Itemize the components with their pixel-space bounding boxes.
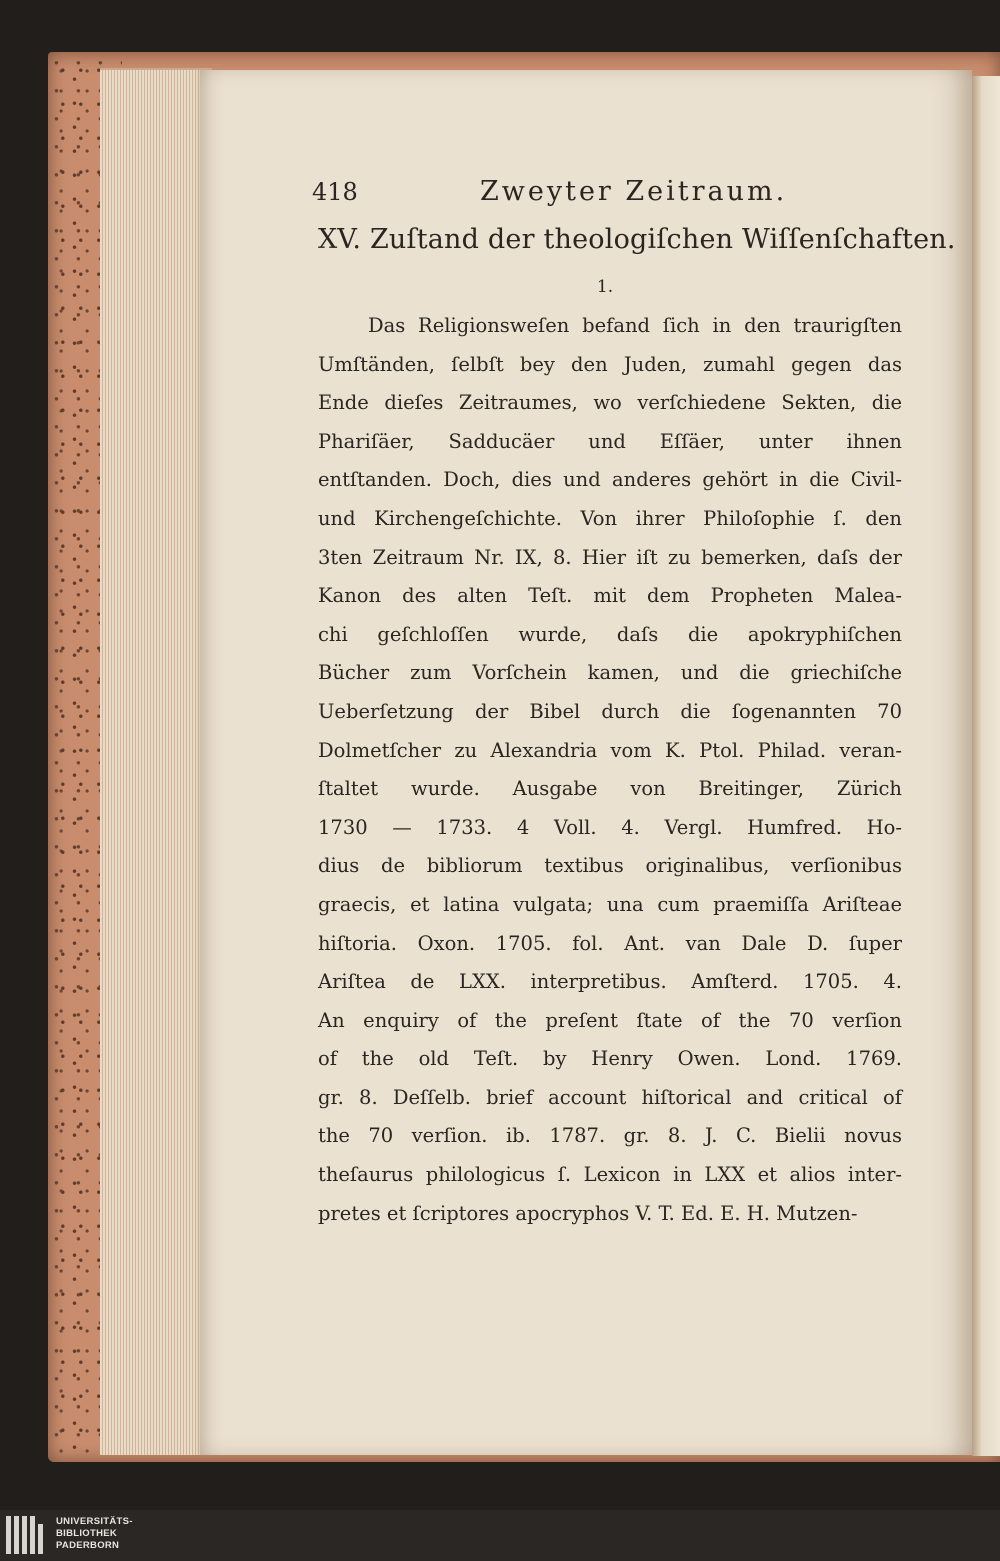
library-footer (0, 1510, 1000, 1561)
section-title: XV. Zuſtand der theologiſchen Wiſſenſchaften. (318, 224, 956, 255)
text-line: Umſtänden, ſelbſt bey den Juden, zumahl gegen das (318, 352, 902, 376)
text-line: Das Religionsweſen befand ſich in den traurigſten (368, 314, 902, 337)
library-name-line2: BIBLIOTHEK (56, 1528, 118, 1539)
text-line: Dolmetſcher zu Alexandria vom K. Ptol. Philad. veran- (318, 738, 902, 762)
text-line: chi geſchloſſen wurde, daſs die apokryphiſchen (318, 622, 902, 646)
library-name-line3: PADERBORN (56, 1540, 120, 1551)
text-line: Ueberſetzung der Bibel durch die ſogenannten 70 (318, 699, 902, 723)
text-line: 1730 — 1733. 4 Voll. 4. Vergl. Humfred. Ho- (318, 815, 902, 839)
text-line: An enquiry of the preſent ſtate of the 70 verſion (318, 1008, 902, 1032)
running-head: Zweyter Zeitraum. (480, 176, 788, 207)
text-line: Bücher zum Vorſchein kamen, und die griechiſche (318, 661, 902, 685)
text-line: 3ten Zeitraum Nr. IX, 8. Hier iſt zu bemerken, daſs der (318, 545, 902, 569)
page-number: 418 (312, 178, 358, 206)
text-line: gr. 8. Deſſelb. brief account hiſtorical and critical of (318, 1085, 902, 1109)
body-text (318, 307, 902, 1233)
text-line: entſtanden. Doch, dies und anderes gehört in die Civil- (318, 468, 902, 492)
text-line: hiſtoria. Oxon. 1705. fol. Ant. van Dale D. ſuper (318, 931, 902, 955)
text-line: theſaurus philologicus ſ. Lexicon in LXX et alios inter- (318, 1163, 902, 1187)
library-logo-icon (6, 1516, 46, 1556)
text-line: und Kirchengeſchichte. Von ihrer Philoſophie ſ. den (318, 506, 902, 530)
text-line: of the old Teſt. by Henry Owen. Lond. 1769. (318, 1047, 902, 1071)
text-line: ſtaltet wurde. Ausgabe von Breitinger, Zürich (318, 777, 902, 801)
text-line: Ariſtea de LXX. interpretibus. Amſterd. 1705. 4. (318, 970, 902, 994)
text-line: graecis, et latina vulgata; una cum praemiſſa Ariſteae (318, 892, 902, 916)
page-text (312, 170, 956, 1233)
text-line: Phariſäer, Sadducäer und Eſſäer, unter ihnen (318, 429, 902, 453)
page-edges (100, 68, 212, 1455)
text-line: Kanon des alten Teſt. mit dem Propheten Malea- (318, 584, 902, 608)
text-line: dius de bibliorum textibus originalibus, verſionibus (318, 854, 902, 878)
library-name-line1: UNIVERSITÄTS- (56, 1516, 133, 1527)
text-line: pretes et ſcriptores apocryphos V. T. Ed. E. H. Mutzen- (318, 1201, 858, 1225)
section-number: 1. (596, 277, 614, 297)
page-header (312, 170, 902, 216)
text-line: Ende dieſes Zeitraumes, wo verſchiedene Sekten, die (318, 391, 902, 415)
facing-page-edge (972, 76, 1000, 1456)
text-line: the 70 verſion. ib. 1787. gr. 8. J. C. Bielii novus (318, 1124, 902, 1148)
library-name (56, 1516, 133, 1552)
